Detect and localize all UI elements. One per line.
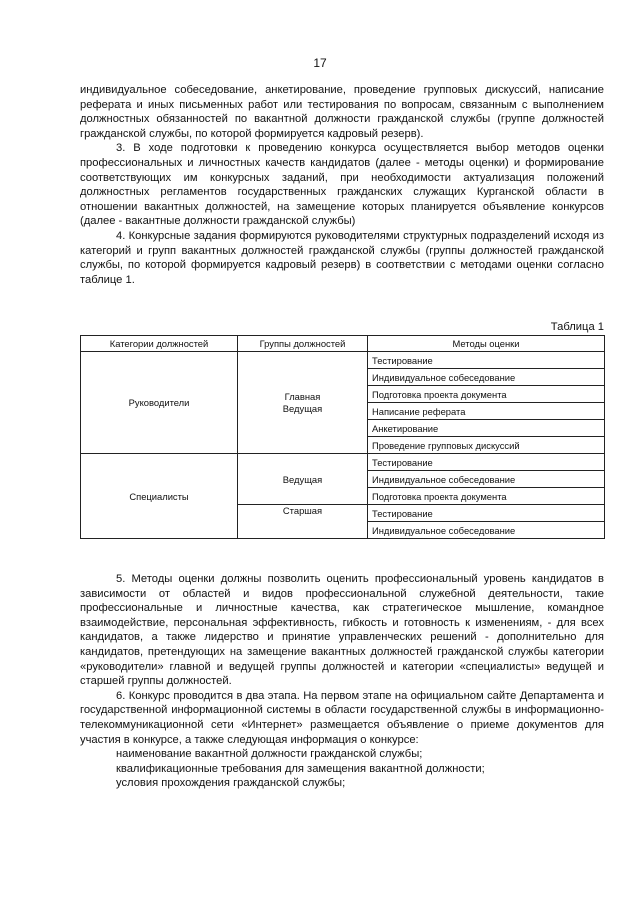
method-cell: Тестирование	[368, 454, 605, 471]
method-cell: Тестирование	[368, 505, 605, 522]
method-cell: Подготовка проекта документа	[368, 488, 605, 505]
method-cell: Анкетирование	[368, 420, 605, 437]
method-cell: Индивидуальное собеседование	[368, 471, 605, 488]
closing-text-block	[80, 572, 604, 791]
intro-paragraph: индивидуальное собеседование, анкетирование, проведение групповых дискуссий, написание реферата и иных письменных работ или тестирования по вопросам, связанным с выполнением должностных обязанностей по вакантной должности гражданской службы (группе должностей гражданской службы, по которой формируется кадровый резерв).	[80, 84, 604, 140]
method-cell: Подготовка проекта документа	[368, 386, 605, 403]
method-cell: Индивидуальное собеседование	[368, 369, 605, 386]
intro-text-block	[80, 83, 604, 287]
header-methods: Методы оценки	[368, 336, 605, 352]
category-managers: Руководители	[81, 352, 238, 454]
table-header-row	[81, 336, 605, 352]
paragraph-3: 3. В ходе подготовки к проведению конкурса осуществляется выбор методов оценки профессиональных и личностных качеств кандидатов (далее - методы оценки) и формирование соответствующих им конкурсных заданий, при необходимости актуализация положений должностных регламентов государственных гражданских служащих Курганской области в отношении вакантных должностей, на замещение которых планируется объявление конкурсов (далее - вакантные должности гражданской службы)	[80, 142, 604, 228]
evaluation-methods-table	[80, 335, 605, 539]
list-item: наименование вакантной должности гражданской службы;	[116, 748, 423, 761]
method-cell: Тестирование	[368, 352, 605, 369]
method-cell: Индивидуальное собеседование	[368, 522, 605, 539]
table-caption: Таблица 1	[550, 321, 604, 333]
paragraph-6: 6. Конкурс проводится в два этапа. На первом этапе на официальном сайте Департамента и государственной информационной системы в области государственной службы в информационно-телекоммуникационной сети «Интернет» размещается объявление о приеме документов для участия в конкурсе, а также следующая информация о конкурсе:	[80, 689, 604, 746]
method-cell: Проведение групповых дискуссий	[368, 437, 605, 454]
header-categories: Категории должностей	[81, 336, 238, 352]
table-row	[81, 454, 605, 471]
header-groups: Группы должностей	[238, 336, 368, 352]
paragraph-5: 5. Методы оценки должны позволить оценить профессиональный уровень кандидатов в зависимости от областей и видов профессиональной служебной деятельности, такие профессиональные и личностные качества, как стратегическое мышление, командное взаимодействие, персональная эффективность, гибкость и готовность к изменениям, - для всех кандидатов, а также лидерство и принятие управленческих решений - дополнительно для кандидатов, претендующих на замещение вакантных должностей гражданской службы категории «руководители» главной и ведущей группы должностей и категории «специалисты» ведущей и старшей группы должностей.	[80, 573, 604, 688]
group-lead-label: Ведущая	[282, 402, 323, 414]
category-specialists: Специалисты	[81, 454, 238, 539]
list-item: квалификационные требования для замещения вакантной должности;	[116, 762, 485, 775]
method-cell: Написание реферата	[368, 403, 605, 420]
group-main-label: Главная	[284, 390, 321, 402]
table-row	[81, 352, 605, 369]
paragraph-4: 4. Конкурсные задания формируются руководителями структурных подразделений исходя из категорий и групп вакантных должностей гражданской службы (группы должностей гражданской службы, по которой формируется кадровый резерв) в соответствии с методами оценки согласно таблице 1.	[80, 229, 604, 286]
group-senior: Старшая	[238, 505, 368, 539]
list-item: условия прохождения гражданской службы;	[116, 777, 346, 790]
group-lead: Ведущая	[238, 454, 368, 505]
group-main-lead	[238, 352, 368, 454]
page-number: 17	[313, 56, 327, 70]
